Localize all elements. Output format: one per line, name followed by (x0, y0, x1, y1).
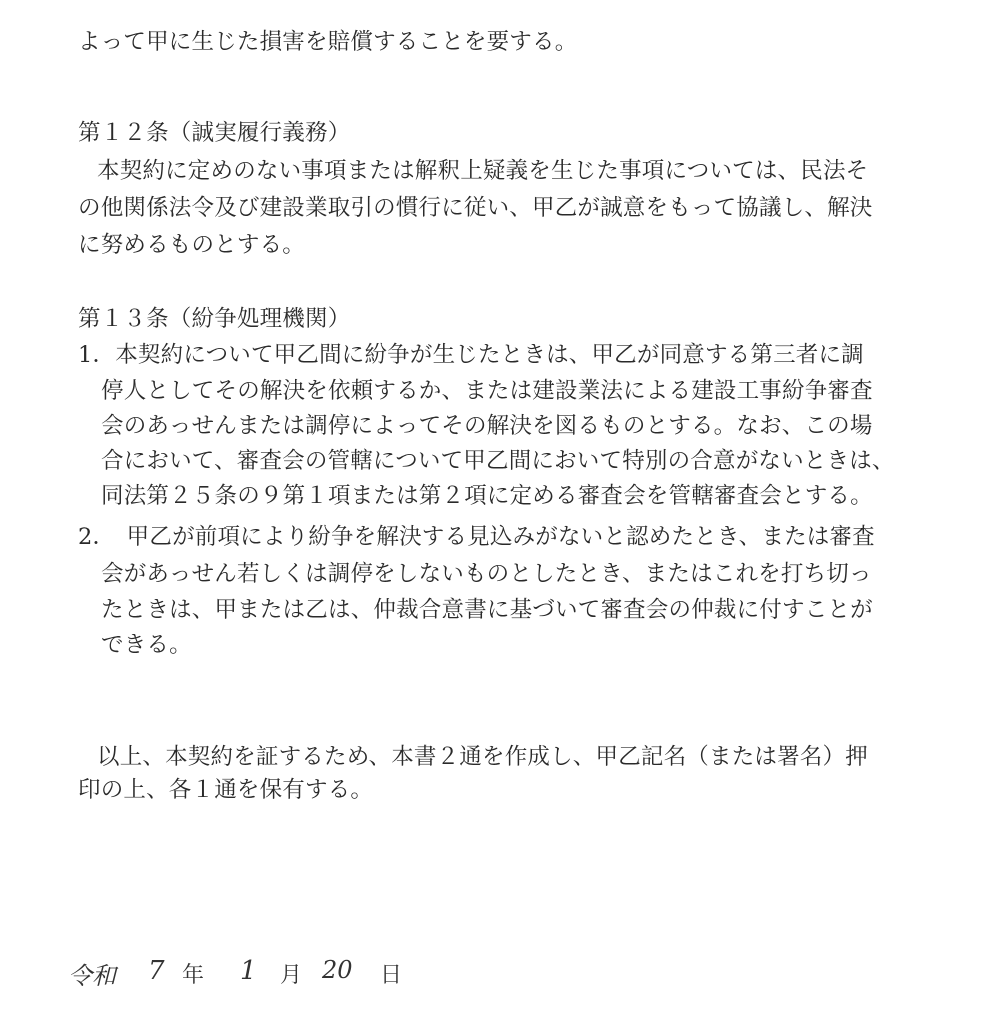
article-13-item1-line: 停人としてその解決を依頼するか、または建設業法による建設工事紛争審査 (101, 378, 873, 404)
closing-line: 以上、本契約を証するため、本書２通を作成し、甲乙記名（または署名）押 (97, 744, 868, 770)
year-label: 年 (182, 963, 205, 988)
article-13-item1-line: 同法第２５条の９第１項または第２項に定める審査会を管轄審査会とする。 (101, 483, 873, 509)
article-12-heading: 第１２条（誠実履行義務） (78, 120, 351, 146)
day-label: 日 (380, 963, 403, 988)
month-label: 月 (280, 963, 303, 988)
article-13-item2-line: たときは、甲または乙は、仲裁合意書に基づいて審査会の仲裁に付すことが (101, 597, 873, 623)
article-12-line: に努めるものとする。 (78, 232, 306, 258)
article-13-item2-line: 会があっせん若しくは調停をしないものとしたとき、またはこれを打ち切っ (101, 561, 872, 587)
handwritten-day: 20 (322, 956, 353, 984)
article-13-heading: 第１３条（紛争処理機関） (78, 306, 351, 332)
article-12-line: 本契約に定めのない事項または解釈上疑義を生じた事項については、民法そ (97, 158, 869, 184)
article-13-item1-line: 会のあっせんまたは調停によってその解決を図るものとする。なお、この場 (101, 413, 873, 439)
article-13-item2-line: 2． 甲乙が前項により紛争を解決する見込みがないと認めたとき、または審査 (78, 524, 875, 550)
handwritten-year: 7 (148, 956, 165, 986)
signature-date (60, 948, 420, 998)
article-12-line: の他関係法令及び建設業取引の慣行に従い、甲乙が誠意をもって協議し、解決 (78, 195, 873, 221)
handwritten-era: 令和 (68, 962, 116, 990)
handwritten-month: 1 (240, 956, 257, 986)
article-13-item2-line: できる。 (101, 632, 192, 658)
closing-line: 印の上、各１通を保有する。 (78, 777, 374, 803)
continuation-text: よって甲に生じた損害を賠償することを要する。 (78, 29, 578, 55)
article-13-item1-line: 1．本契約について甲乙間に紛争が生じたときは、甲乙が同意する第三者に調 (78, 342, 864, 368)
article-13-item1-line: 合において、審査会の管轄について甲乙間において特別の合意がないときは、 (101, 448, 895, 474)
